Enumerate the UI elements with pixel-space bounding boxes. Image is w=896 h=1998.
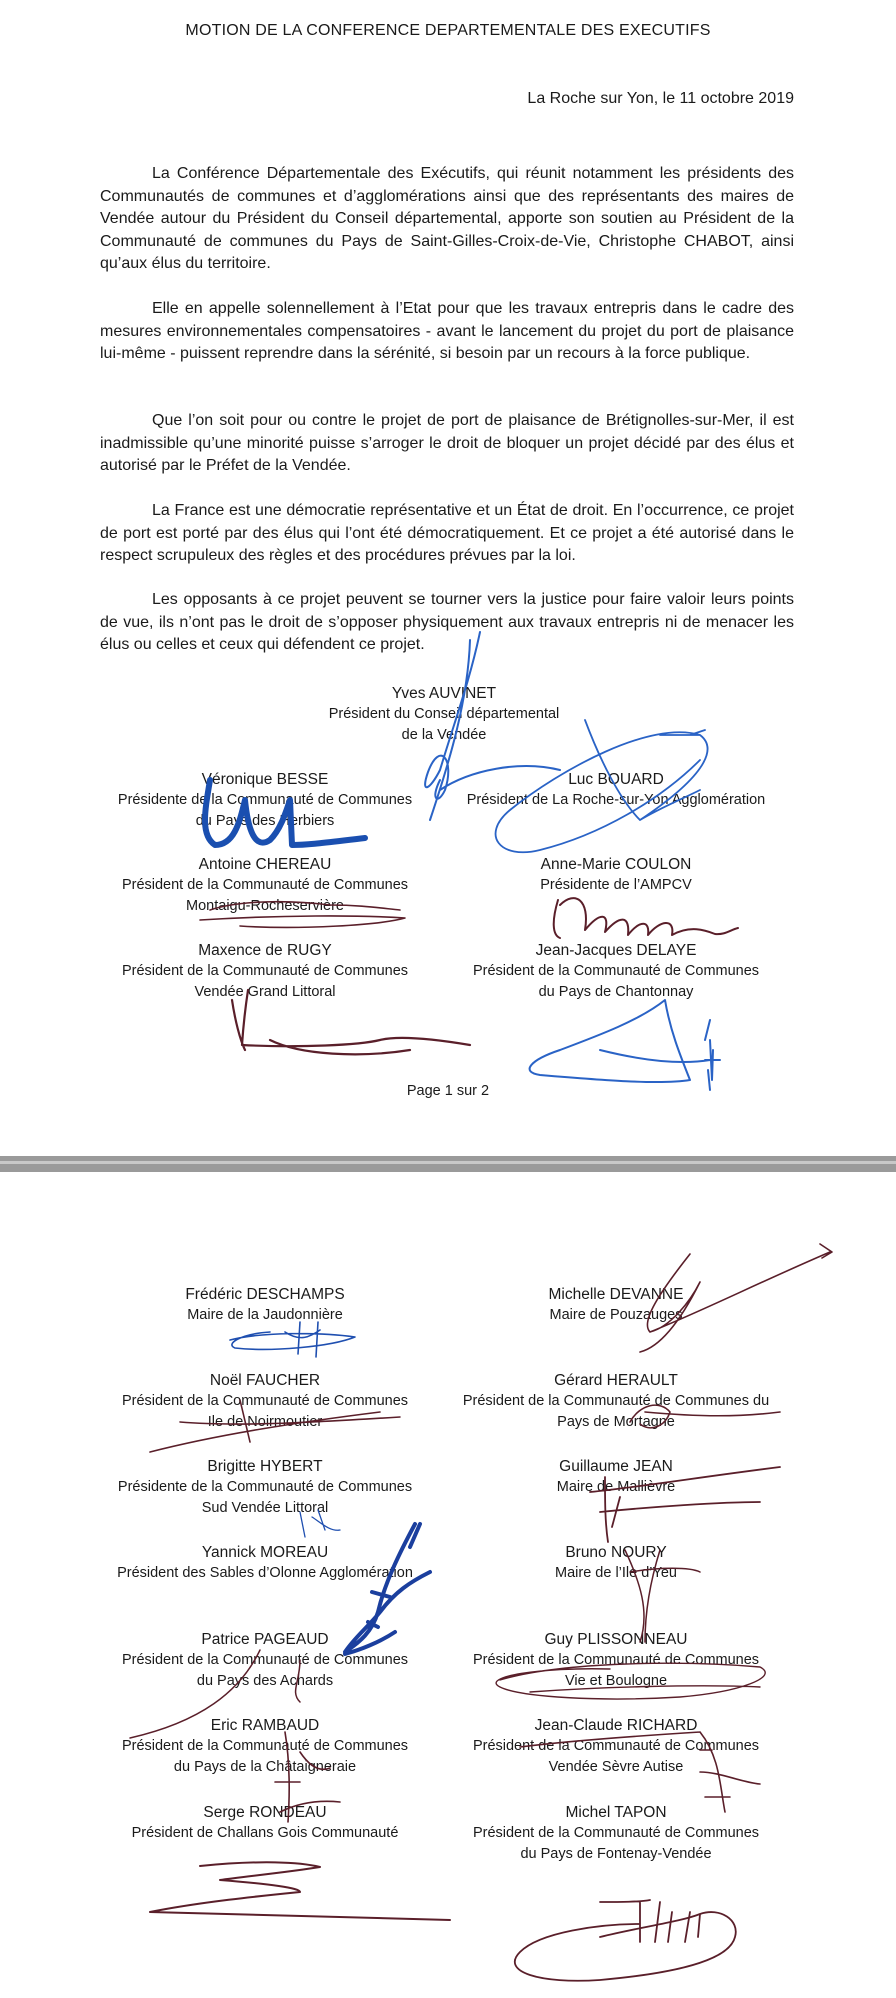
paragraph-1: La Conférence Départementale des Exécutifs, qui réunit notamment les présidents des Communautés de communes et d’agglomérations ainsi que des représentants des maires de Vendée autour du Président du Conseil départemental, apporte son soutien au Président de la Communauté de communes du Pays de Saint-Gilles-Croix-de-Vie, Christophe CHABOT, ainsi qu’aux élus du territoire. xyxy=(100,165,794,272)
signature-coulon xyxy=(554,898,738,938)
signatory-chereau xyxy=(85,854,445,917)
document-page-2 xyxy=(0,1172,896,1998)
signatory-name: Michelle DEVANNE xyxy=(548,1286,684,1303)
signatory-role: de la Vendée xyxy=(401,727,487,743)
signatory-role: Président de la Communauté de Communes xyxy=(472,1825,760,1841)
signatory-role: Présidente de l’AMPCV xyxy=(540,877,692,893)
signatory-role: Président de la Communauté de Communes xyxy=(472,963,760,979)
signatory-rambaud xyxy=(85,1715,445,1778)
signatory-role: du Pays de la Châtaigneraie xyxy=(173,1759,357,1775)
paragraph-2: Elle en appelle solennellement à l’Etat pour que les travaux entrepris dans le cadre des mesures environnementales compensatoires - avant le lancement du projet du port de plaisance lui-même - puissent reprendre dans la sérénité, si besoin par un recours à la force publique. xyxy=(100,300,794,362)
signatory-role: Président de la Communauté de Communes xyxy=(121,1393,409,1409)
paragraph-4: La France est une démocratie représentative et un État de droit. En l’occurrence, ce projet de port est porté par des élus qui l’ont été démocratiquement. Et ce projet a été autorisé dans le respect scrupuleux des règles et des procédures prévues par la loi. xyxy=(100,502,794,564)
signatory-coulon xyxy=(436,854,796,896)
signatory-role: Maire de l’Ile d’Yeu xyxy=(555,1565,677,1581)
signatory-pageaud xyxy=(85,1629,445,1692)
page-separator-highlight xyxy=(0,1161,896,1164)
signatory-role: Ile de Noirmoutier xyxy=(207,1414,323,1430)
signatory-devanne xyxy=(436,1284,796,1326)
signatory-role: Président de La Roche-sur-Yon Agglomération xyxy=(466,792,766,808)
signatory-role: Maire de la Jaudonnière xyxy=(187,1307,343,1323)
document-title: MOTION DE LA CONFERENCE DEPARTEMENTALE DES EXECUTIFS xyxy=(185,22,711,39)
signatory-plissonneau xyxy=(436,1629,796,1692)
page-number: Page 1 sur 2 xyxy=(406,1083,490,1099)
document-date: La Roche sur Yon, le 11 octobre 2019 xyxy=(527,90,794,107)
signatory-name: Serge RONDEAU xyxy=(203,1804,327,1821)
signatory-noury xyxy=(436,1542,796,1584)
signatory-bouard xyxy=(436,769,796,811)
signatory-name: Luc BOUARD xyxy=(568,771,664,788)
signatory-role: Président de la Communauté de Communes du xyxy=(462,1393,770,1409)
signatory-tapon xyxy=(436,1802,796,1865)
paragraph-5: Les opposants à ce projet peuvent se tourner vers la justice pour faire valoir leurs points de vue, ils n’ont pas le droit de s’opposer physiquement aux travaux entrepris ni de menacer les élus ou celles et ceux qui défendent ce projet. xyxy=(100,591,794,653)
signatory-besse xyxy=(85,769,445,832)
signatory-role: Présidente de la Communauté de Communes xyxy=(117,792,413,808)
signatory-name: Maxence de RUGY xyxy=(198,942,332,959)
signatory-role: Présidente de la Communauté de Communes xyxy=(117,1479,413,1495)
signatory-role: Président de la Communauté de Communes xyxy=(121,963,409,979)
signatory-rondeau xyxy=(85,1802,445,1844)
signatory-name: Yves AUVINET xyxy=(391,685,497,702)
signatory-jean xyxy=(436,1456,796,1498)
signature-delaye xyxy=(530,1000,720,1082)
signatory-name: Eric RAMBAUD xyxy=(210,1717,320,1734)
paragraph-3: Que l’on soit pour ou contre le projet de port de plaisance de Brétignolles-sur-Mer, il est inadmissible qu’une minorité puisse s’arroger le droit de bloquer un projet décidé par des élus et autorisé par le Préfet de la Vendée. xyxy=(100,412,794,474)
signatory-role: Président des Sables d’Olonne Agglomération xyxy=(117,1565,413,1581)
signatory-name: Gérard HERAULT xyxy=(554,1372,678,1389)
signatory-name: Guy PLISSONNEAU xyxy=(544,1631,688,1648)
signatory-name: Jean-Claude RICHARD xyxy=(534,1717,698,1734)
signatory-name: Bruno NOURY xyxy=(565,1544,667,1561)
signatory-role: Vendée Grand Littoral xyxy=(194,984,336,1000)
signatory-role: du Pays de Fontenay-Vendée xyxy=(520,1846,712,1862)
signatory-name: Antoine CHEREAU xyxy=(198,856,332,873)
signatory-role: Vendée Sèvre Autise xyxy=(548,1759,684,1775)
signatory-role: Président de Challans Gois Communauté xyxy=(131,1825,399,1841)
signatory-role: Président de la Communauté de Communes xyxy=(121,1738,409,1754)
signature-rondeau xyxy=(150,1862,450,1920)
signatory-auvinet xyxy=(264,683,624,746)
signature-tapon xyxy=(515,1900,736,1981)
signatory-name: Yannick MOREAU xyxy=(201,1544,329,1561)
signatory-name: Jean-Jacques DELAYE xyxy=(535,942,697,959)
signatory-role: Président de la Communauté de Communes xyxy=(472,1652,760,1668)
signatory-delaye xyxy=(436,940,796,1003)
signatory-role: du Pays de Chantonnay xyxy=(538,984,694,1000)
signatory-role: Président du Conseil départemental xyxy=(328,706,560,722)
signatory-faucher xyxy=(85,1370,445,1433)
signatory-name: Frédéric DESCHAMPS xyxy=(185,1286,345,1303)
signatory-name: Brigitte HYBERT xyxy=(207,1458,323,1475)
signatory-name: Guillaume JEAN xyxy=(559,1458,673,1475)
signatory-name: Michel TAPON xyxy=(565,1804,667,1821)
signatory-role: Président de la Communauté de Communes xyxy=(121,1652,409,1668)
signatory-role: Maire de Pouzauges xyxy=(549,1307,683,1323)
signatory-name: Noël FAUCHER xyxy=(209,1372,321,1389)
signatory-richard xyxy=(436,1715,796,1778)
signature-deschamps xyxy=(230,1322,355,1357)
signatory-moreau xyxy=(85,1542,445,1584)
signatory-role: Sud Vendée Littoral xyxy=(201,1500,329,1516)
signatory-herault xyxy=(436,1370,796,1433)
signatory-role: Maire de Mallièvre xyxy=(556,1479,676,1495)
signatory-role: du Pays des Achards xyxy=(196,1673,334,1689)
signatory-role: Président de la Communauté de Communes xyxy=(121,877,409,893)
signatory-role: Pays de Mortagne xyxy=(557,1414,675,1430)
signatory-hybert xyxy=(85,1456,445,1519)
signatory-role: Montaigu-Rocheservière xyxy=(186,898,344,914)
signatory-role: du Pays des Herbiers xyxy=(195,813,335,829)
signatory-de-rugy xyxy=(85,940,445,1003)
signatory-deschamps xyxy=(85,1284,445,1326)
signatory-role: Vie et Boulogne xyxy=(564,1673,668,1689)
signatory-name: Anne-Marie COULON xyxy=(540,856,692,873)
signatory-name: Véronique BESSE xyxy=(201,771,329,788)
signatory-role: Président de la Communauté de Communes xyxy=(472,1738,760,1754)
signatory-name: Patrice PAGEAUD xyxy=(201,1631,329,1648)
page-separator xyxy=(0,1156,896,1172)
